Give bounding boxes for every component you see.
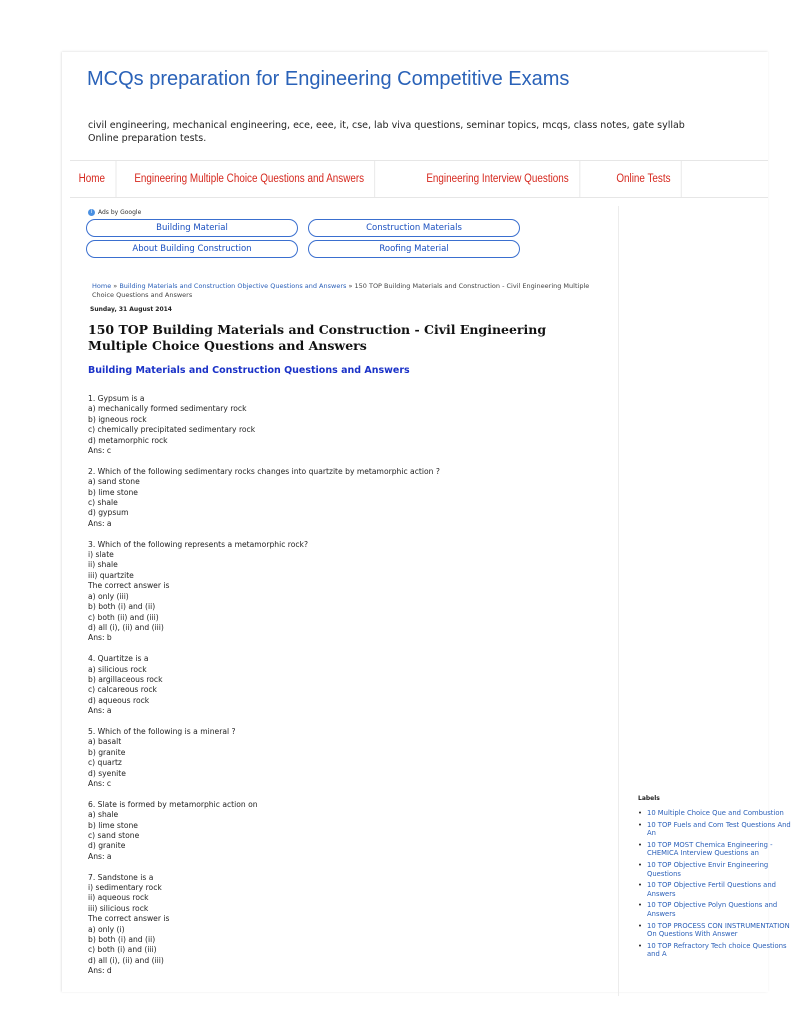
question-line: c) both (i) and (iii)	[88, 945, 157, 955]
labels-list	[638, 809, 798, 962]
question-line: d) gypsum	[88, 508, 129, 518]
ad-button-building-material[interactable]: Building Material	[86, 219, 298, 237]
question-line: ii) shale	[88, 560, 118, 570]
label-link[interactable]: • 10 TOP MOST Chemica Engineering - CHEMICA Interview Questions an	[638, 841, 798, 858]
ad-button-about-building-construction[interactable]: About Building Construction	[86, 240, 298, 258]
question-line: Ans: a	[88, 706, 112, 716]
nav-home[interactable]: Home	[70, 161, 116, 197]
question-line: c) quartz	[88, 758, 122, 768]
question-line: a) only (i)	[88, 924, 125, 934]
question-line: i) sedimentary rock	[88, 883, 162, 892]
label-link[interactable]: • 10 TOP Refractory Tech choice Questions and A	[638, 942, 798, 959]
sidebar	[618, 206, 791, 996]
question-line: 3. Which of the following represents a metamorphic rock?	[88, 539, 308, 549]
question-line: c) shale	[88, 498, 118, 508]
question-line: a) sand stone	[88, 477, 140, 487]
questions-list	[88, 394, 608, 987]
page-container	[62, 52, 791, 992]
question-line: 2. Which of the following sedimentary rocks changes into quartzite by metamorphic action ?	[88, 466, 440, 476]
breadcrumb	[92, 282, 612, 300]
label-link[interactable]: • 10 TOP PROCESS CON INSTRUMENTATION On Questions With Answer	[638, 922, 798, 939]
site-description	[88, 119, 778, 145]
question-line: d) all (i), (ii) and (iii)	[88, 622, 164, 632]
label-link[interactable]: • 10 TOP Objective Envir Engineering Questions	[638, 861, 798, 878]
question-line: d) aqueous rock	[88, 695, 150, 705]
post-date: Sunday, 31 August 2014	[90, 306, 172, 313]
question-line: b) igneous rock	[88, 414, 147, 424]
ads-label-text: Ads by Google	[98, 209, 142, 216]
question-line: i) slate	[88, 550, 114, 560]
question-line: 5. Which of the following is a mineral ?	[88, 726, 236, 736]
question-block	[88, 394, 608, 456]
post-title: 150 TOP Building Materials and Construction - Civil Engineering Multiple Choice Questions and Answers	[88, 322, 547, 353]
ads-by-google[interactable]	[88, 209, 141, 216]
label-link[interactable]: • 10 TOP Objective Fertil Questions and Answers	[638, 881, 798, 898]
question-line: c) calcareous rock	[88, 685, 157, 695]
site-title[interactable]: MCQs preparation for Engineering Competitive Exams	[87, 68, 570, 90]
question-line: d) granite	[88, 841, 126, 851]
nav-interview-questions[interactable]: Engineering Interview Questions	[416, 161, 580, 197]
question-block	[88, 873, 608, 977]
breadcrumb-separator: »	[346, 282, 355, 290]
question-line: The correct answer is	[88, 581, 170, 591]
question-line: b) granite	[88, 747, 126, 757]
breadcrumb-home[interactable]: Home	[92, 282, 112, 290]
question-block	[88, 540, 608, 644]
labels-heading: Labels	[638, 795, 660, 802]
question-block	[88, 654, 608, 716]
question-line: b) both (i) and (ii)	[88, 935, 156, 945]
breadcrumb-category[interactable]: Building Materials and Construction Objective Questions and Answers	[119, 282, 347, 290]
question-line: a) basalt	[88, 737, 122, 747]
question-block	[88, 727, 608, 789]
question-line: a) silicious rock	[88, 664, 147, 674]
question-line: The correct answer is	[88, 914, 170, 924]
question-line: Ans: c	[88, 778, 112, 788]
question-block	[88, 467, 608, 529]
info-icon: i	[88, 209, 95, 216]
question-line: Ans: c	[88, 446, 112, 456]
site-description-line2: Online preparation tests.	[88, 133, 207, 144]
label-link[interactable]: • 10 TOP Fuels and Com Test Questions And An	[638, 821, 798, 838]
label-link[interactable]: • 10 TOP Objective Polyn Questions and Answers	[638, 901, 798, 918]
question-line: d) syenite	[88, 768, 126, 778]
question-line: 7. Sandstone is a	[88, 872, 154, 882]
question-line: ii) aqueous rock	[88, 893, 149, 903]
breadcrumb-separator: »	[111, 282, 120, 290]
question-line: b) argillaceous rock	[88, 674, 163, 684]
question-line: c) sand stone	[88, 830, 140, 840]
question-line: a) mechanically formed sedimentary rock	[88, 404, 247, 414]
question-line: b) lime stone	[88, 487, 138, 497]
nav-online-tests[interactable]: Online Tests	[606, 161, 682, 197]
question-block	[88, 800, 608, 862]
breadcrumb-current: 150 TOP Building Materials and Construction - Civil Engineering Multiple Choice Questions and Answers	[92, 282, 590, 299]
question-line: a) shale	[88, 810, 119, 820]
main-nav	[70, 160, 768, 198]
question-line: 4. Quartitze is a	[88, 654, 149, 664]
question-line: 6. Slate is formed by metamorphic action on	[88, 799, 258, 809]
question-line: Ans: b	[88, 633, 112, 643]
question-line: c) chemically precipitated sedimentary rock	[88, 425, 256, 435]
nav-engineering-mcq[interactable]: Engineering Multiple Choice Questions and Answers	[124, 161, 375, 197]
post-subtitle: Building Materials and Construction Questions and Answers	[88, 365, 410, 376]
question-line: Ans: a	[88, 851, 112, 861]
question-line: d) all (i), (ii) and (iii)	[88, 955, 164, 965]
question-line: 1. Gypsum is a	[88, 394, 145, 403]
ad-button-roofing-material[interactable]: Roofing Material	[308, 240, 520, 258]
question-line: c) both (ii) and (iii)	[88, 612, 159, 622]
site-description-line1: civil engineering, mechanical engineering, ece, eee, it, cse, lab viva questions, seminar topics, mcqs, class notes, gate syllab	[88, 120, 685, 131]
question-line: a) only (iii)	[88, 591, 129, 601]
question-line: Ans: a	[88, 518, 112, 528]
question-line: b) lime stone	[88, 820, 138, 830]
question-line: d) metamorphic rock	[88, 435, 168, 445]
question-line: b) both (i) and (ii)	[88, 602, 156, 612]
label-link[interactable]: • 10 Multiple Choice Que and Combustion	[638, 809, 798, 818]
ad-button-construction-materials[interactable]: Construction Materials	[308, 219, 520, 237]
question-line: Ans: d	[88, 966, 112, 976]
question-line: iii) quartzite	[88, 570, 134, 580]
question-line: iii) silicious rock	[88, 903, 149, 913]
